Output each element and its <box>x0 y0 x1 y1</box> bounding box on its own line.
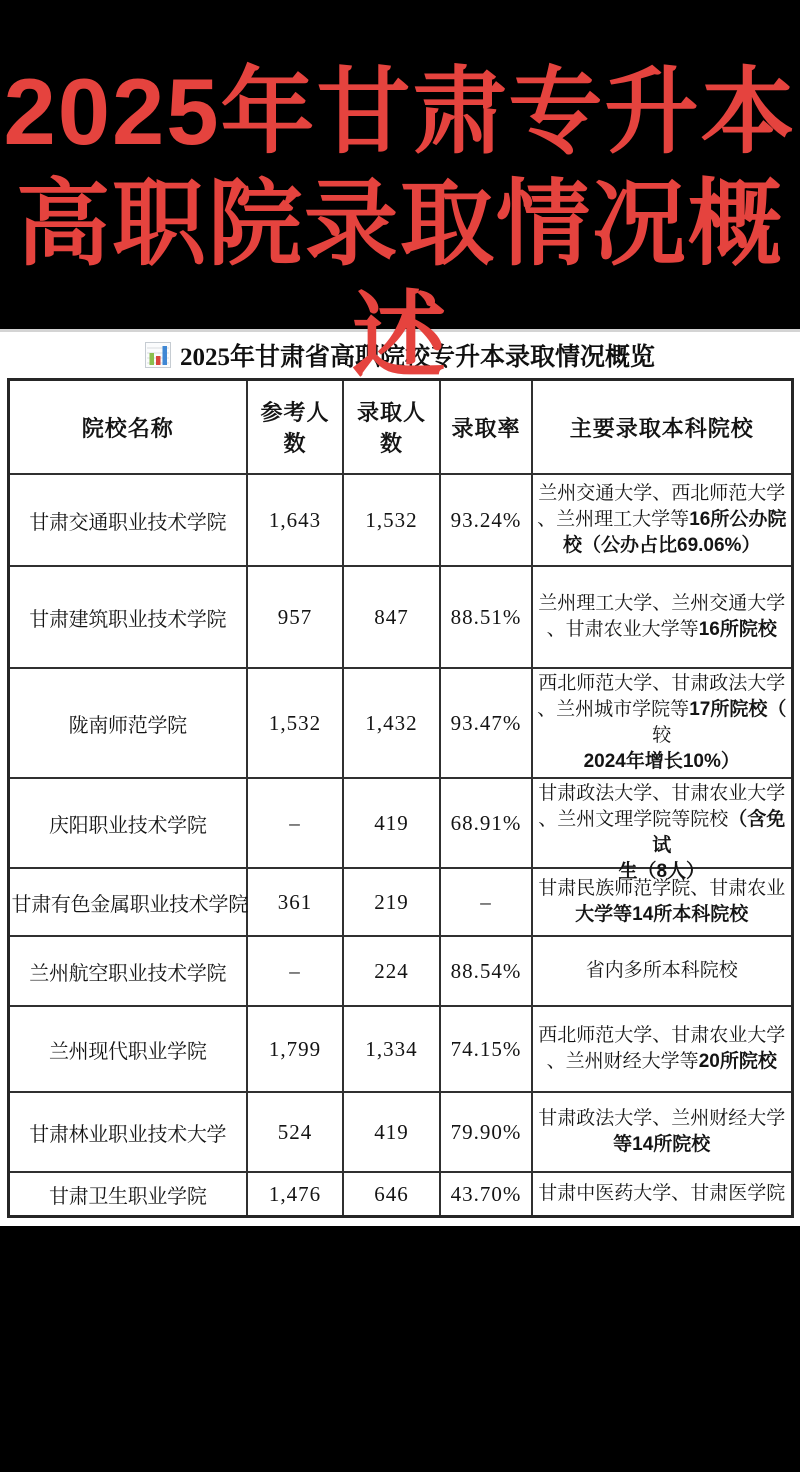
college-name-cell: 陇南师范学院 <box>8 668 247 778</box>
header-college-name: 院校名称 <box>8 380 247 475</box>
college-name-cell: 甘肃建筑职业技术学院 <box>8 566 247 668</box>
college-name-cell: 甘肃有色金属职业技术学院 <box>8 868 247 936</box>
rate-cell: 88.54% <box>440 936 532 1006</box>
text-segment-sans: 20所院校 <box>698 1051 777 1072</box>
main-colleges-line <box>537 902 787 928</box>
main-colleges-cell <box>532 566 792 668</box>
college-name-cell: 庆阳职业技术学院 <box>8 778 247 868</box>
examinees-cell: – <box>247 936 343 1006</box>
examinees-cell: 361 <box>247 868 343 936</box>
rate-cell: 93.24% <box>440 474 532 566</box>
rate-cell: – <box>440 868 532 936</box>
admitted-cell: 219 <box>343 868 440 936</box>
header-examinee-count: 参考人数 <box>247 380 343 475</box>
rate-cell: 79.90% <box>440 1092 532 1172</box>
text-segment-sans: 2024年增长10%） <box>583 751 740 772</box>
main-colleges-line <box>537 1132 787 1158</box>
text-segment-serif: 、兰州理工大学等 <box>537 509 690 530</box>
main-colleges-cell <box>532 1172 792 1217</box>
admitted-cell: 419 <box>343 1092 440 1172</box>
examinees-cell: 524 <box>247 1092 343 1172</box>
table-row <box>8 868 792 936</box>
text-segment-serif: 甘肃政法大学、兰州财经大学 <box>538 1108 786 1129</box>
text-segment-serif: 甘肃中医药大学、甘肃医学院 <box>538 1183 786 1204</box>
rate-cell: 74.15% <box>440 1006 532 1092</box>
table-row <box>8 566 792 668</box>
main-colleges-line <box>537 958 787 984</box>
admitted-cell: 419 <box>343 778 440 868</box>
header-admitted-count: 录取人数 <box>343 380 440 475</box>
main-colleges-line <box>537 781 787 807</box>
table-row <box>8 1172 792 1217</box>
text-segment-sans: 大学等14所本科院校 <box>575 904 749 925</box>
main-colleges-cell <box>532 778 792 882</box>
main-colleges-line <box>537 833 787 859</box>
main-colleges-line <box>537 749 787 775</box>
table-row <box>8 474 792 566</box>
text-segment-serif: 、兰州城市学院等 <box>537 699 690 720</box>
text-segment-serif: 、甘肃农业大学等 <box>546 619 699 640</box>
table-row <box>8 936 792 1006</box>
college-name-cell: 甘肃交通职业技术学院 <box>8 474 247 566</box>
main-colleges-cell <box>532 868 792 936</box>
header-admission-rate: 录取率 <box>440 380 532 475</box>
main-colleges-line <box>537 617 787 643</box>
text-segment-serif: 甘肃民族师范学院、甘肃农业 <box>538 878 786 899</box>
college-name-cell: 甘肃卫生职业学院 <box>8 1172 247 1217</box>
college-name-cell: 兰州航空职业技术学院 <box>8 936 247 1006</box>
text-segment-serif: 兰州理工大学、兰州交通大学 <box>538 593 786 614</box>
table-row <box>8 1006 792 1092</box>
examinees-cell: 1,476 <box>247 1172 343 1217</box>
main-colleges-line <box>537 1023 787 1049</box>
main-colleges-cell <box>532 668 792 778</box>
examinees-cell: 1,799 <box>247 1006 343 1092</box>
main-colleges-line <box>537 533 787 559</box>
header-row <box>8 380 792 475</box>
main-colleges-line <box>537 591 787 617</box>
college-name-cell: 甘肃林业职业技术大学 <box>8 1092 247 1172</box>
college-name-cell: 兰州现代职业学院 <box>8 1006 247 1092</box>
poster-title-line-3: 述 <box>351 283 448 388</box>
text-segment-serif: 西北师范大学、甘肃政法大学 <box>538 673 786 694</box>
table-row <box>8 668 792 778</box>
text-segment-sans: 校（公办占比69.06%） <box>563 535 761 556</box>
text-segment-serif: 西北师范大学、甘肃农业大学 <box>538 1025 786 1046</box>
rate-cell: 68.91% <box>440 778 532 868</box>
text-segment-serif: 甘肃政法大学、甘肃农业大学 <box>538 783 786 804</box>
text-segment-sans: 等14所院校 <box>613 1134 711 1155</box>
main-colleges-line <box>537 1049 787 1075</box>
text-segment-sans: 16所公办院 <box>689 509 787 530</box>
main-colleges-line <box>537 481 787 507</box>
poster-title-line-1: 2025年甘肃专升本 <box>3 59 797 164</box>
rate-cell: 93.47% <box>440 668 532 778</box>
poster-title-line-2: 高职院录取情况概 <box>15 171 784 276</box>
table-panel <box>0 329 800 1226</box>
main-colleges-line <box>537 1181 787 1207</box>
main-colleges-cell <box>532 936 792 1006</box>
header-main-institutions: 主要录取本科院校 <box>532 380 792 475</box>
text-segment-serif: 、兰州财经大学等 <box>546 1051 699 1072</box>
examinees-cell: – <box>247 778 343 868</box>
rate-cell: 43.70% <box>440 1172 532 1217</box>
poster-title <box>0 56 800 392</box>
main-colleges-line <box>537 507 787 533</box>
rate-cell: 88.51% <box>440 566 532 668</box>
text-segment-serif: 较 <box>652 725 672 746</box>
text-segment-sans: 试 <box>652 835 672 856</box>
main-colleges-line <box>537 697 787 723</box>
text-segment-serif: 兰州交通大学、西北师范大学 <box>538 483 786 504</box>
examinees-cell: 1,532 <box>247 668 343 778</box>
admitted-cell: 1,334 <box>343 1006 440 1092</box>
text-segment-sans: 17所院校（ <box>689 699 787 720</box>
admitted-cell: 1,432 <box>343 668 440 778</box>
examinees-cell: 957 <box>247 566 343 668</box>
main-colleges-line <box>537 1106 787 1132</box>
admissions-table <box>7 378 794 1218</box>
examinees-cell: 1,643 <box>247 474 343 566</box>
main-colleges-line <box>537 807 787 833</box>
main-colleges-line <box>537 671 787 697</box>
main-colleges-cell <box>532 1092 792 1172</box>
text-segment-sans: 16所院校 <box>698 619 777 640</box>
text-segment-serif: 省内多所本科院校 <box>585 960 738 981</box>
table-row <box>8 1092 792 1172</box>
table-row <box>8 778 792 868</box>
main-colleges-cell <box>532 474 792 566</box>
text-segment-sans: （含免 <box>728 809 786 830</box>
main-colleges-line <box>537 723 787 749</box>
admitted-cell: 1,532 <box>343 474 440 566</box>
admitted-cell: 646 <box>343 1172 440 1217</box>
admitted-cell: 224 <box>343 936 440 1006</box>
table-title-text: 2025年甘肃省高职院校专升本录取情况概览 <box>179 344 655 371</box>
clipped-cell-content <box>537 781 787 882</box>
main-colleges-cell <box>532 1006 792 1092</box>
text-segment-sans: 生（8人） <box>618 861 706 882</box>
text-segment-serif: 、兰州文理学院等院校 <box>538 809 729 830</box>
main-colleges-line <box>537 876 787 902</box>
admitted-cell: 847 <box>343 566 440 668</box>
